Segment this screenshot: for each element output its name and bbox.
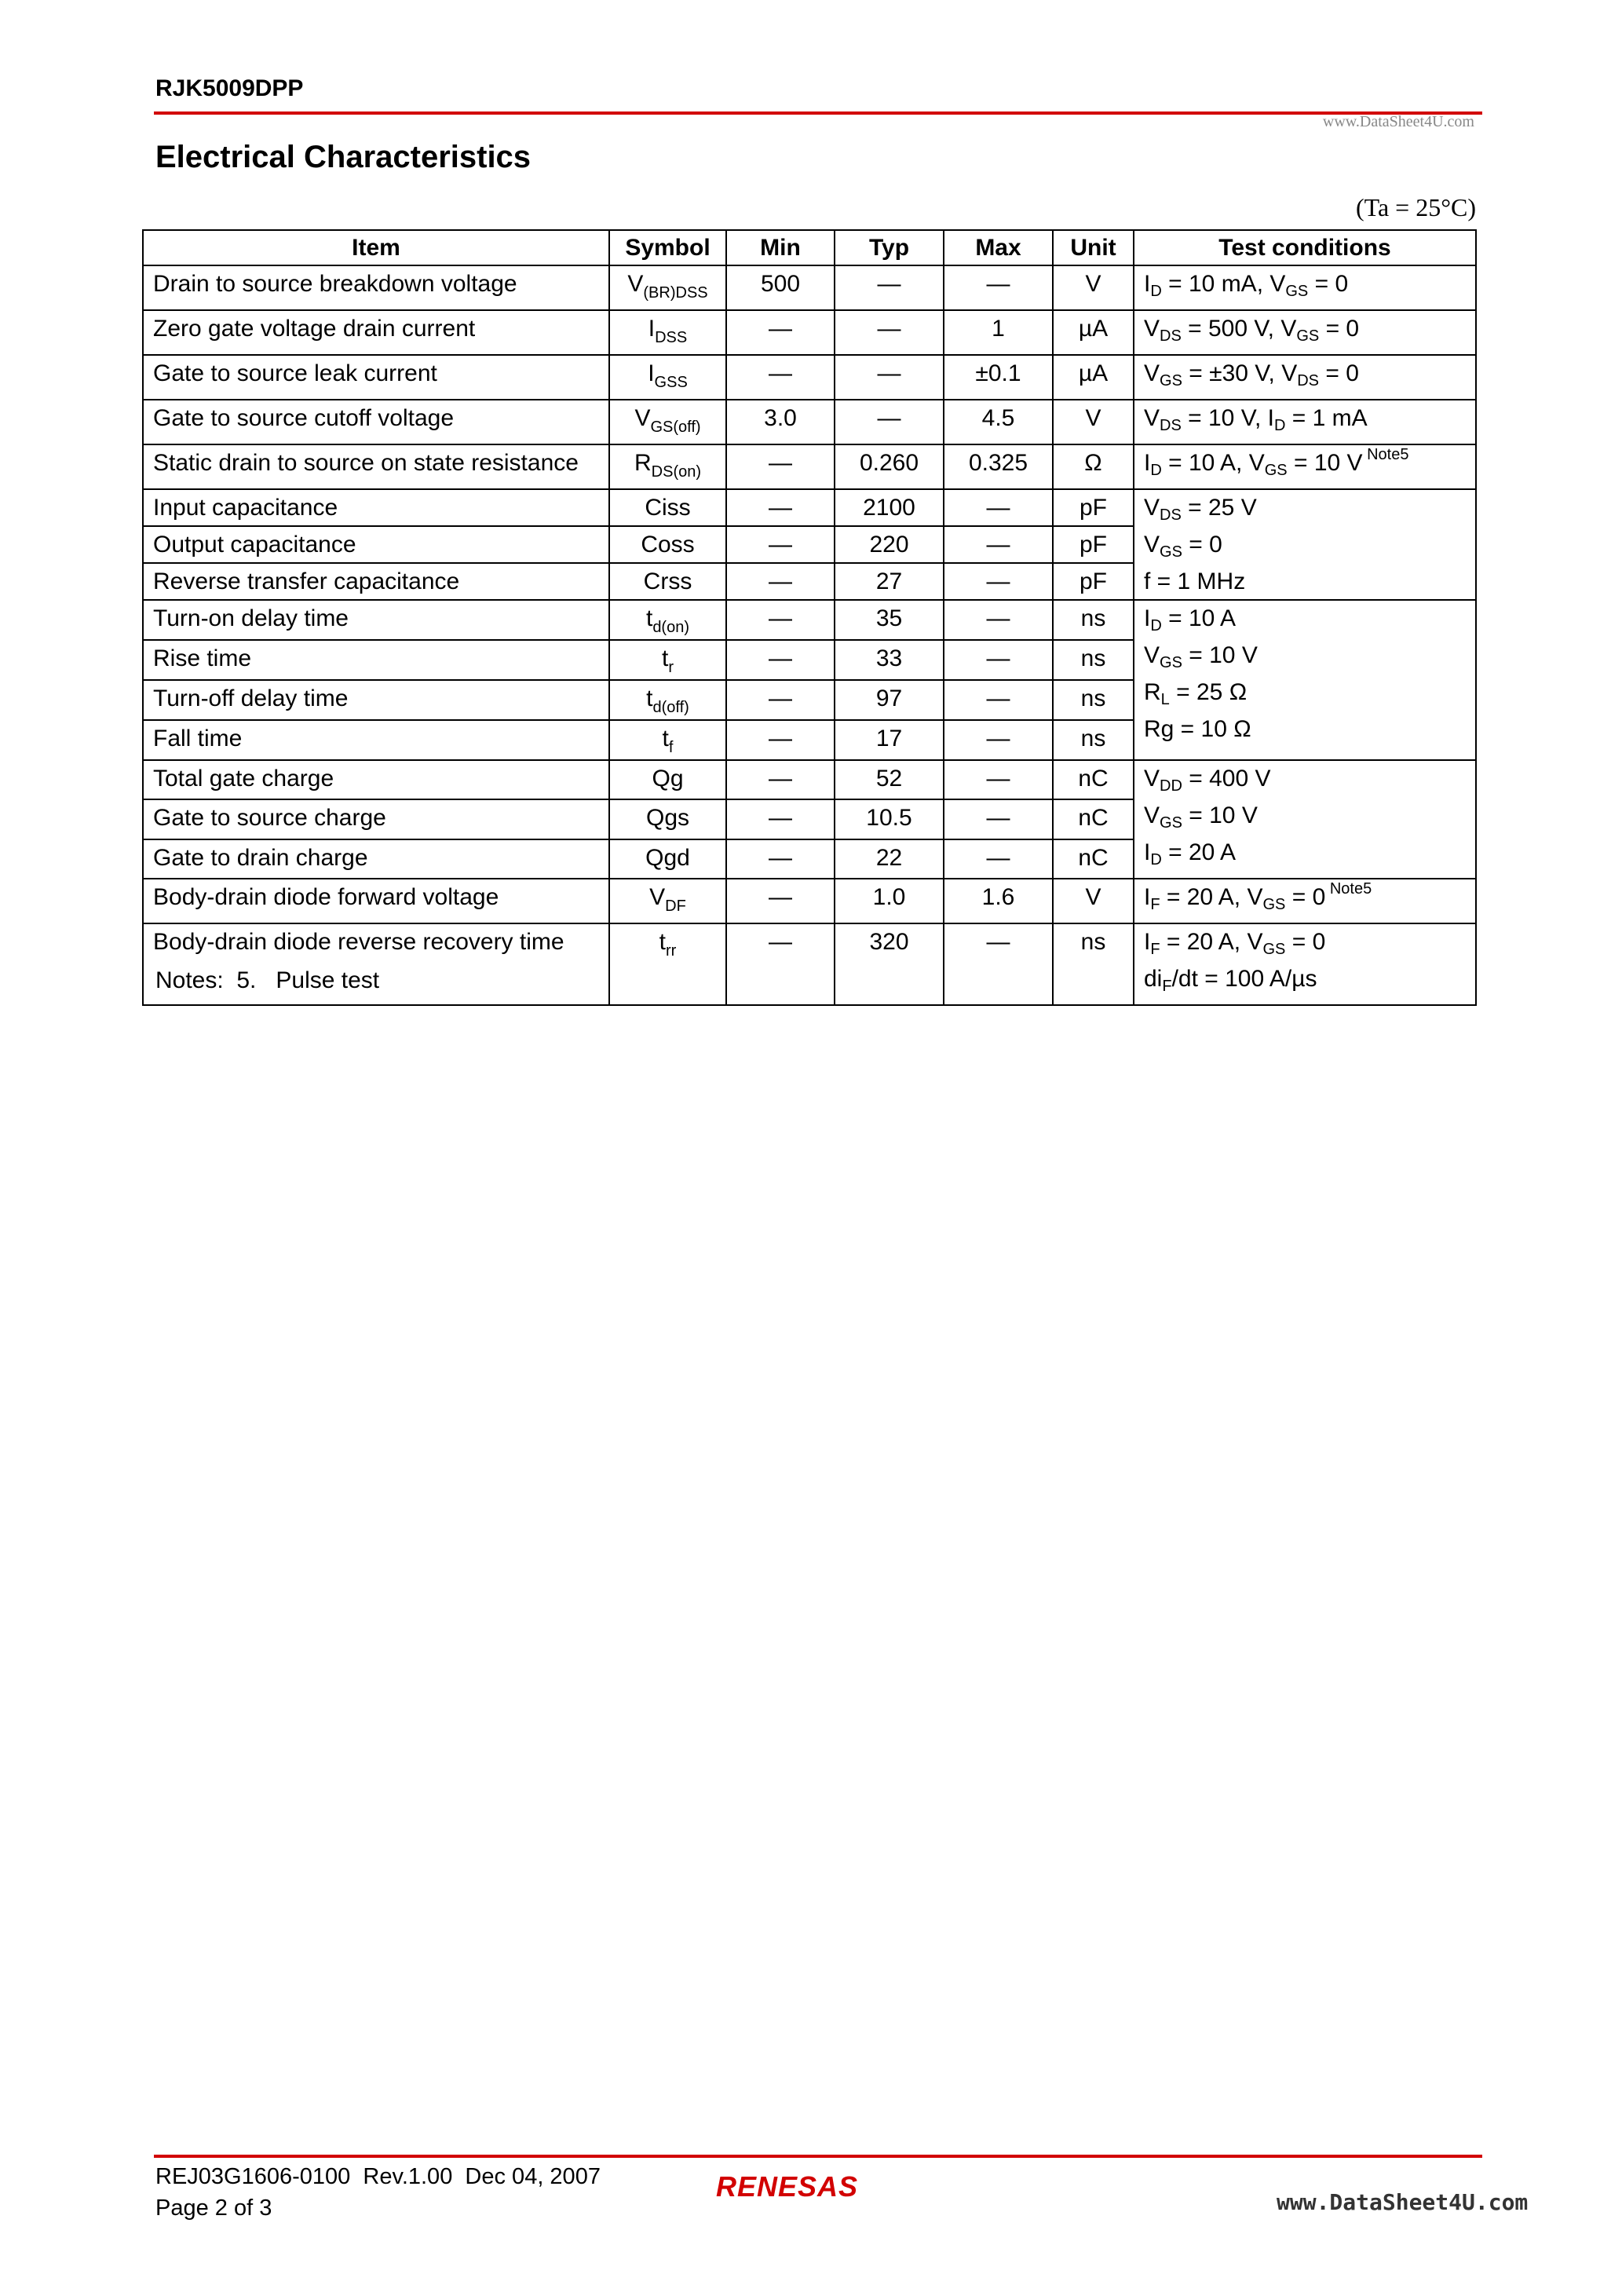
unit-cell: V	[1053, 879, 1134, 923]
min-cell: —	[726, 526, 835, 563]
max-cell: —	[944, 640, 1053, 680]
typ-cell: 320	[835, 923, 944, 1005]
symbol-cell: Crss	[609, 563, 726, 600]
test-conditions-cell: $I_D = 10$ A, $V_{GS} = 10$ V $^{Note5}$	[1134, 444, 1476, 489]
unit-cell: µA	[1053, 355, 1134, 400]
ambient-condition: (Ta = 25°C)	[1355, 193, 1476, 221]
typ-cell: 2100	[835, 489, 944, 526]
max-cell: —	[944, 760, 1053, 799]
max-cell: —	[944, 265, 1053, 310]
unit-cell: nC	[1053, 799, 1134, 839]
unit-cell: V	[1053, 265, 1134, 310]
min-cell: —	[726, 489, 835, 526]
col-header-symbol: Symbol	[609, 230, 726, 265]
test-conditions-cell: $I_D = 10$ mA, $V_{GS} = 0$	[1134, 265, 1476, 310]
min-cell: —	[726, 879, 835, 923]
symbol-cell: $V_{GS(off)}$	[609, 400, 726, 444]
symbol-cell: $t_r$	[609, 640, 726, 680]
typ-cell: 17	[835, 720, 944, 760]
item-cell: Drain to source breakdown voltage	[143, 265, 609, 310]
min-cell: —	[726, 923, 835, 1005]
typ-cell: 10.5	[835, 799, 944, 839]
table-header-row	[143, 230, 1476, 265]
header-watermark: www.DataSheet4U.com	[1322, 113, 1474, 130]
col-header-max: Max	[944, 230, 1053, 265]
min-cell: —	[726, 310, 835, 355]
unit-cell: ns	[1053, 720, 1134, 760]
max-cell: 1.6	[944, 879, 1053, 923]
min-cell: —	[726, 600, 835, 640]
table-row	[143, 310, 1476, 355]
test-conditions-cell: $V_{DD} = 400$ V $V_{GS} = 10$ V $I_D = 20$ A	[1134, 760, 1476, 879]
test-conditions-cell: $I_D = 10$ A $V_{GS} = 10$ V $R_L = 25$ Ω Rg = 10 Ω	[1134, 600, 1476, 760]
page-number: Page 2 of 3	[155, 2195, 272, 2221]
symbol-cell: $t_f$	[609, 720, 726, 760]
typ-cell: —	[835, 265, 944, 310]
symbol-cell: $t_{d(off)}$	[609, 680, 726, 720]
unit-cell: pF	[1053, 489, 1134, 526]
symbol-cell: $R_{DS(on)}$	[609, 444, 726, 489]
item-cell: Turn-on delay time	[143, 600, 609, 640]
unit-cell: ns	[1053, 680, 1134, 720]
unit-cell: ns	[1053, 923, 1134, 1005]
item-cell: Gate to source cutoff voltage	[143, 400, 609, 444]
item-cell: Total gate charge	[143, 760, 609, 799]
item-cell: Reverse transfer capacitance	[143, 563, 609, 600]
test-conditions-cell: $I_F = 20$ A, $V_{GS} = 0$ $^{Note5}$	[1134, 879, 1476, 923]
min-cell: —	[726, 355, 835, 400]
test-conditions-cell: $V_{DS} = 10$ V, $I_D = 1$ mA	[1134, 400, 1476, 444]
unit-cell: pF	[1053, 563, 1134, 600]
typ-cell: 1.0	[835, 879, 944, 923]
max-cell: —	[944, 526, 1053, 563]
unit-cell: pF	[1053, 526, 1134, 563]
min-cell: —	[726, 640, 835, 680]
symbol-cell: $V_{(BR)DSS}$	[609, 265, 726, 310]
section-title: Electrical Characteristics	[155, 140, 532, 174]
typ-cell: 52	[835, 760, 944, 799]
document-id: REJ03G1606-0100 Rev.1.00 Dec 04, 2007	[155, 2164, 601, 2189]
min-cell: —	[726, 760, 835, 799]
max-cell: 0.325	[944, 444, 1053, 489]
item-cell: Gate to source leak current	[143, 355, 609, 400]
item-cell: Body-drain diode reverse recovery time	[143, 923, 609, 1005]
max-cell: —	[944, 563, 1053, 600]
col-header-test-conditions: Test conditions	[1134, 230, 1476, 265]
part-number: RJK5009DPP	[155, 75, 304, 101]
item-cell: Output capacitance	[143, 526, 609, 563]
item-cell: Static drain to source on state resistance	[143, 444, 609, 489]
symbol-cell: $t_{d(on)}$	[609, 600, 726, 640]
footer-rule	[154, 2155, 1482, 2158]
max-cell: 4.5	[944, 400, 1053, 444]
table-row	[143, 444, 1476, 489]
col-header-item: Item	[143, 230, 609, 265]
item-cell: Gate to source charge	[143, 799, 609, 839]
item-cell: Turn-off delay time	[143, 680, 609, 720]
symbol-cell: $V_{DF}$	[609, 879, 726, 923]
unit-cell: µA	[1053, 310, 1134, 355]
symbol-cell: $I_{GSS}$	[609, 355, 726, 400]
max-cell: —	[944, 923, 1053, 1005]
col-header-unit: Unit	[1053, 230, 1134, 265]
unit-cell: nC	[1053, 839, 1134, 879]
symbol-cell: Coss	[609, 526, 726, 563]
typ-cell: —	[835, 400, 944, 444]
table-row	[143, 600, 1476, 640]
typ-cell: 33	[835, 640, 944, 680]
test-conditions-cell: $I_F = 20$ A, $V_{GS} = 0$ $di_F/dt = 100$ A/µs	[1134, 923, 1476, 1005]
col-header-typ: Typ	[835, 230, 944, 265]
table-row	[143, 355, 1476, 400]
min-cell: —	[726, 839, 835, 879]
min-cell: 500	[726, 265, 835, 310]
test-conditions-cell: $V_{DS} = 25$ V $V_{GS} = 0$ f = 1 MHz	[1134, 489, 1476, 600]
min-cell: —	[726, 563, 835, 600]
test-conditions-cell: $V_{GS} = \pm 30$ V, $V_{DS} = 0$	[1134, 355, 1476, 400]
unit-cell: ns	[1053, 640, 1134, 680]
table-row	[143, 760, 1476, 799]
typ-cell: 35	[835, 600, 944, 640]
item-cell: Rise time	[143, 640, 609, 680]
notes: Notes: 5. Pulse test	[155, 967, 380, 993]
min-cell: —	[726, 799, 835, 839]
item-cell: Fall time	[143, 720, 609, 760]
electrical-characteristics-table	[142, 229, 1477, 1006]
item-cell: Input capacitance	[143, 489, 609, 526]
symbol-cell: $t_{rr}$	[609, 923, 726, 1005]
max-cell: 1	[944, 310, 1053, 355]
symbol-cell: $I_{DSS}$	[609, 310, 726, 355]
table-row	[143, 400, 1476, 444]
col-header-min: Min	[726, 230, 835, 265]
min-cell: —	[726, 680, 835, 720]
item-cell: Body-drain diode forward voltage	[143, 879, 609, 923]
typ-cell: 220	[835, 526, 944, 563]
max-cell: ±0.1	[944, 355, 1053, 400]
item-cell: Zero gate voltage drain current	[143, 310, 609, 355]
test-conditions-cell: $V_{DS} = 500$ V, $V_{GS} = 0$	[1134, 310, 1476, 355]
min-cell: —	[726, 720, 835, 760]
min-cell: 3.0	[726, 400, 835, 444]
symbol-cell: Ciss	[609, 489, 726, 526]
table-row	[143, 879, 1476, 923]
unit-cell: V	[1053, 400, 1134, 444]
unit-cell: nC	[1053, 760, 1134, 799]
typ-cell: 22	[835, 839, 944, 879]
max-cell: —	[944, 600, 1053, 640]
typ-cell: 97	[835, 680, 944, 720]
table-body	[143, 265, 1476, 1005]
max-cell: —	[944, 489, 1053, 526]
symbol-cell: Qgs	[609, 799, 726, 839]
typ-cell: 0.260	[835, 444, 944, 489]
item-cell: Gate to drain charge	[143, 839, 609, 879]
typ-cell: 27	[835, 563, 944, 600]
min-cell: —	[726, 444, 835, 489]
typ-cell: —	[835, 310, 944, 355]
unit-cell: Ω	[1053, 444, 1134, 489]
typ-cell: —	[835, 355, 944, 400]
unit-cell: ns	[1053, 600, 1134, 640]
footer-watermark: www.DataSheet4U.com	[1277, 2189, 1529, 2215]
table-row	[143, 265, 1476, 310]
max-cell: —	[944, 839, 1053, 879]
max-cell: —	[944, 680, 1053, 720]
max-cell: —	[944, 799, 1053, 839]
renesas-logo: RENESAS	[716, 2170, 859, 2203]
table-row	[143, 489, 1476, 526]
max-cell: —	[944, 720, 1053, 760]
symbol-cell: Qgd	[609, 839, 726, 879]
symbol-cell: Qg	[609, 760, 726, 799]
